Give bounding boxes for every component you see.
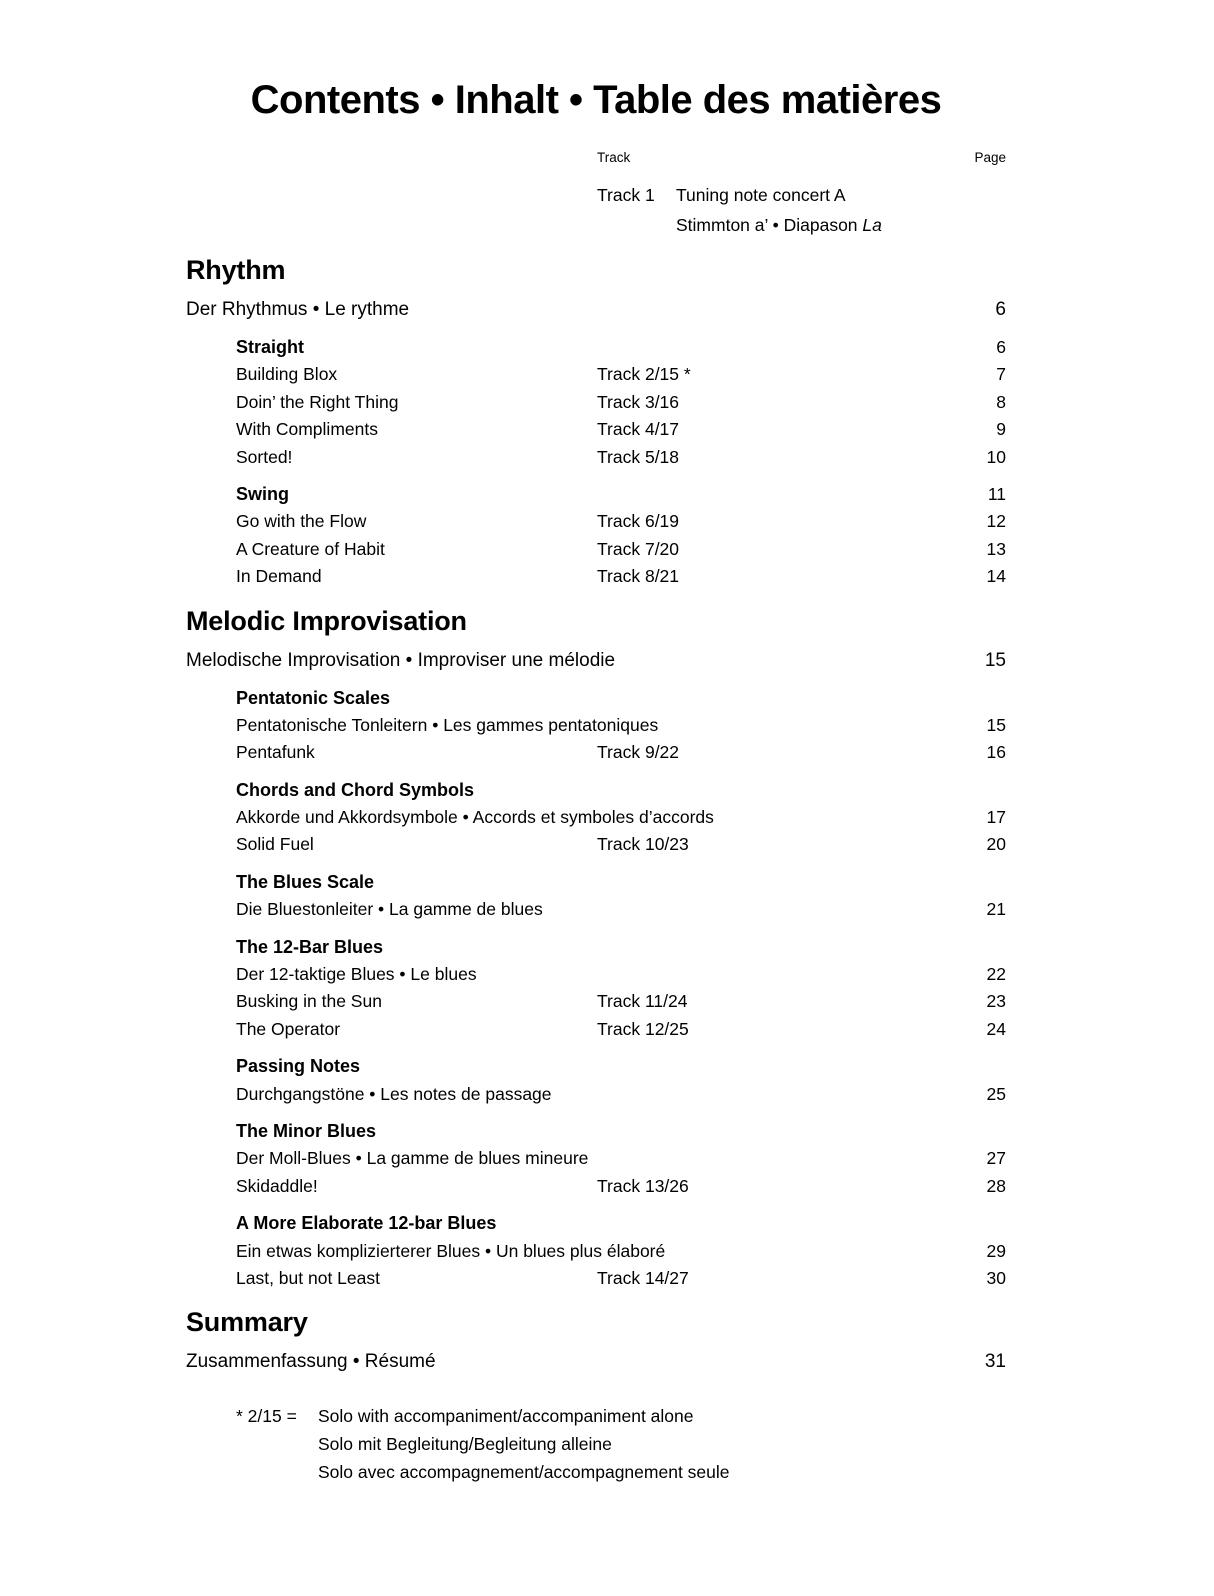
- row-page: 23: [986, 991, 1006, 1012]
- row-page: 31: [984, 1351, 1006, 1373]
- group-swing: [186, 481, 1006, 591]
- section-heading: Rhythm: [186, 255, 286, 285]
- toc-row: [186, 1081, 1006, 1108]
- group-heading-row: [186, 934, 1006, 961]
- row-page: 16: [986, 742, 1006, 763]
- footnote-line: Solo mit Begleitung/Begleitung alleine: [318, 1434, 612, 1455]
- row-track: Track 5/18: [597, 446, 680, 467]
- toc-row: [186, 389, 1006, 416]
- row-page: 6: [995, 299, 1006, 320]
- group-heading-row: [186, 777, 1006, 804]
- row-track: Track 8/21: [597, 566, 680, 587]
- group-heading: Swing: [236, 483, 289, 504]
- row-page: 30: [986, 1267, 1006, 1288]
- row-title: Go with the Flow: [236, 511, 367, 532]
- toc-row: [186, 508, 1006, 535]
- row-page: 6: [996, 337, 1006, 357]
- row-page: 7: [996, 364, 1006, 385]
- section-subtitle: Der Rhythmus • Le rythme: [186, 299, 410, 320]
- row-title: Busking in the Sun: [236, 991, 382, 1012]
- row-title: Durchgangstöne • Les notes de passage: [236, 1083, 552, 1104]
- row-track: Track 6/19: [597, 511, 680, 532]
- group-heading: Straight: [236, 337, 305, 357]
- row-title: Der 12-taktige Blues • Le blues: [236, 964, 477, 985]
- section-heading: Summary: [186, 1307, 308, 1338]
- toc-row: [186, 804, 1006, 831]
- row-page: 15: [986, 714, 1006, 735]
- section-subtitle-row: [186, 1348, 1006, 1376]
- footnote-marker: * 2/15 =: [236, 1406, 297, 1427]
- group-heading-row: [186, 481, 1006, 508]
- group-straight: [186, 334, 1006, 471]
- toc-row: [186, 1238, 1006, 1265]
- row-page: 20: [986, 834, 1006, 855]
- row-title: Skidaddle!: [236, 1175, 318, 1196]
- group-heading-row: [186, 1118, 1006, 1145]
- group-pentatonic-scales: [186, 685, 1006, 767]
- group-heading: The 12-Bar Blues: [236, 936, 384, 957]
- row-track: Track 10/23: [597, 834, 689, 855]
- page-column-header: Page: [974, 150, 1006, 165]
- group-passing-notes: [186, 1053, 1006, 1108]
- row-track: Track 2/15 *: [597, 364, 691, 385]
- footnote-line: Solo with accompaniment/accompaniment alone: [318, 1406, 694, 1427]
- row-page: 11: [987, 483, 1006, 504]
- tuning-row: [186, 180, 1006, 210]
- row-page: 29: [986, 1240, 1006, 1261]
- section-rhythm: [186, 253, 1006, 591]
- row-title: Sorted!: [236, 446, 293, 467]
- group-heading-row: [186, 1210, 1006, 1237]
- row-title: Pentafunk: [236, 742, 315, 763]
- row-page: 21: [986, 899, 1006, 920]
- section-heading: Melodic Improvisation: [186, 605, 467, 636]
- row-title: Ein etwas komplizierterer Blues • Un blues plus élaboré: [236, 1240, 666, 1261]
- group-heading: Chords and Chord Symbols: [236, 779, 475, 800]
- row-track: Track 14/27: [597, 1267, 689, 1288]
- row-track: Track 12/25: [597, 1018, 689, 1039]
- tuning-subtitle-italic: La: [862, 215, 882, 235]
- row-title: Doin’ the Right Thing: [236, 391, 399, 412]
- toc-row: [186, 1173, 1006, 1200]
- row-title: In Demand: [236, 566, 322, 587]
- row-title: Die Bluestonleiter • La gamme de blues: [236, 899, 543, 920]
- row-title: With Compliments: [236, 419, 378, 440]
- row-page: 24: [986, 1018, 1006, 1039]
- section-subtitle-row: [186, 296, 1006, 324]
- group-heading-row: [186, 685, 1006, 712]
- section-summary: [186, 1305, 1006, 1376]
- group-heading: A More Elaborate 12-bar Blues: [236, 1213, 497, 1234]
- footnote-line: Solo avec accompagnement/accompagnement seule: [318, 1462, 730, 1483]
- group-the-minor-blues: [186, 1118, 1006, 1200]
- toc-row: [186, 831, 1006, 858]
- row-page: 27: [986, 1148, 1006, 1169]
- group-a-more-elaborate-12-bar-blues: [186, 1210, 1006, 1292]
- toc-row: [186, 416, 1006, 443]
- row-title: A Creature of Habit: [236, 538, 385, 559]
- row-page: 28: [986, 1175, 1006, 1196]
- group-heading: Pentatonic Scales: [236, 687, 391, 708]
- footnote: [236, 1402, 1006, 1486]
- row-title: Last, but not Least: [236, 1267, 380, 1288]
- row-page: 10: [986, 446, 1006, 467]
- toc-row: [186, 563, 1006, 590]
- toc-row: [186, 444, 1006, 471]
- tuning-track-label: Track 1: [597, 185, 655, 205]
- group-chords-and-chord-symbols: [186, 777, 1006, 859]
- section-subtitle-row: [186, 647, 1006, 675]
- tuning-title: Tuning note concert A: [676, 185, 846, 205]
- row-page: 22: [986, 964, 1006, 985]
- tuning-subtitle-row: [186, 210, 1006, 240]
- row-track: Track 13/26: [597, 1175, 689, 1196]
- section-subtitle: Zusammenfassung • Résumé: [186, 1351, 436, 1373]
- row-title: Der Moll-Blues • La gamme de blues mineure: [236, 1148, 589, 1169]
- toc-row: [186, 739, 1006, 766]
- group-the-blues-scale: [186, 869, 1006, 924]
- row-page: 17: [986, 807, 1006, 828]
- row-track: Track 9/22: [597, 742, 680, 763]
- toc-content: [186, 76, 1006, 1486]
- tuning-block: [186, 180, 1006, 240]
- column-headers: [186, 150, 1006, 168]
- row-page: 9: [996, 419, 1006, 440]
- row-page: 14: [986, 566, 1006, 587]
- toc-row: [186, 1016, 1006, 1043]
- row-title: Solid Fuel: [236, 834, 314, 855]
- group-heading-row: [186, 334, 1006, 361]
- row-title: Pentatonische Tonleitern • Les gammes pentatoniques: [236, 714, 659, 735]
- group-heading-row: [186, 869, 1006, 896]
- row-track: Track 11/24: [597, 991, 688, 1012]
- section-melodic-improvisation: [186, 604, 1006, 1293]
- group-heading: The Blues Scale: [236, 871, 375, 892]
- toc-row: [186, 536, 1006, 563]
- row-page: 15: [984, 649, 1006, 671]
- group-the-12-bar-blues: [186, 934, 1006, 1044]
- row-track: Track 7/20: [597, 538, 680, 559]
- toc-row: [186, 361, 1006, 388]
- row-track: Track 4/17: [597, 419, 680, 440]
- toc-row: [186, 1265, 1006, 1292]
- page-title: Contents • Inhalt • Table des matières: [250, 78, 942, 122]
- footnote-lines: [318, 1402, 730, 1486]
- toc-row: [186, 1145, 1006, 1172]
- row-title: The Operator: [236, 1018, 341, 1039]
- row-page: 25: [986, 1083, 1006, 1104]
- toc-row: [186, 712, 1006, 739]
- group-heading: Passing Notes: [236, 1056, 361, 1077]
- track-column-header: Track: [597, 150, 631, 165]
- row-page: 12: [986, 511, 1006, 532]
- toc-row: [186, 961, 1006, 988]
- toc-row: [186, 988, 1006, 1015]
- row-title: Building Blox: [236, 364, 338, 385]
- group-heading-row: [186, 1053, 1006, 1080]
- tuning-subtitle: Stimmton a’ • Diapason La: [676, 215, 882, 235]
- row-track: Track 3/16: [597, 391, 680, 412]
- toc-row: [186, 896, 1006, 923]
- group-heading: The Minor Blues: [236, 1120, 377, 1141]
- row-page: 8: [996, 391, 1006, 412]
- section-subtitle: Melodische Improvisation • Improviser une mélodie: [186, 649, 616, 671]
- row-title: Akkorde und Akkordsymbole • Accords et symboles d’accords: [236, 807, 714, 828]
- row-page: 13: [986, 538, 1006, 559]
